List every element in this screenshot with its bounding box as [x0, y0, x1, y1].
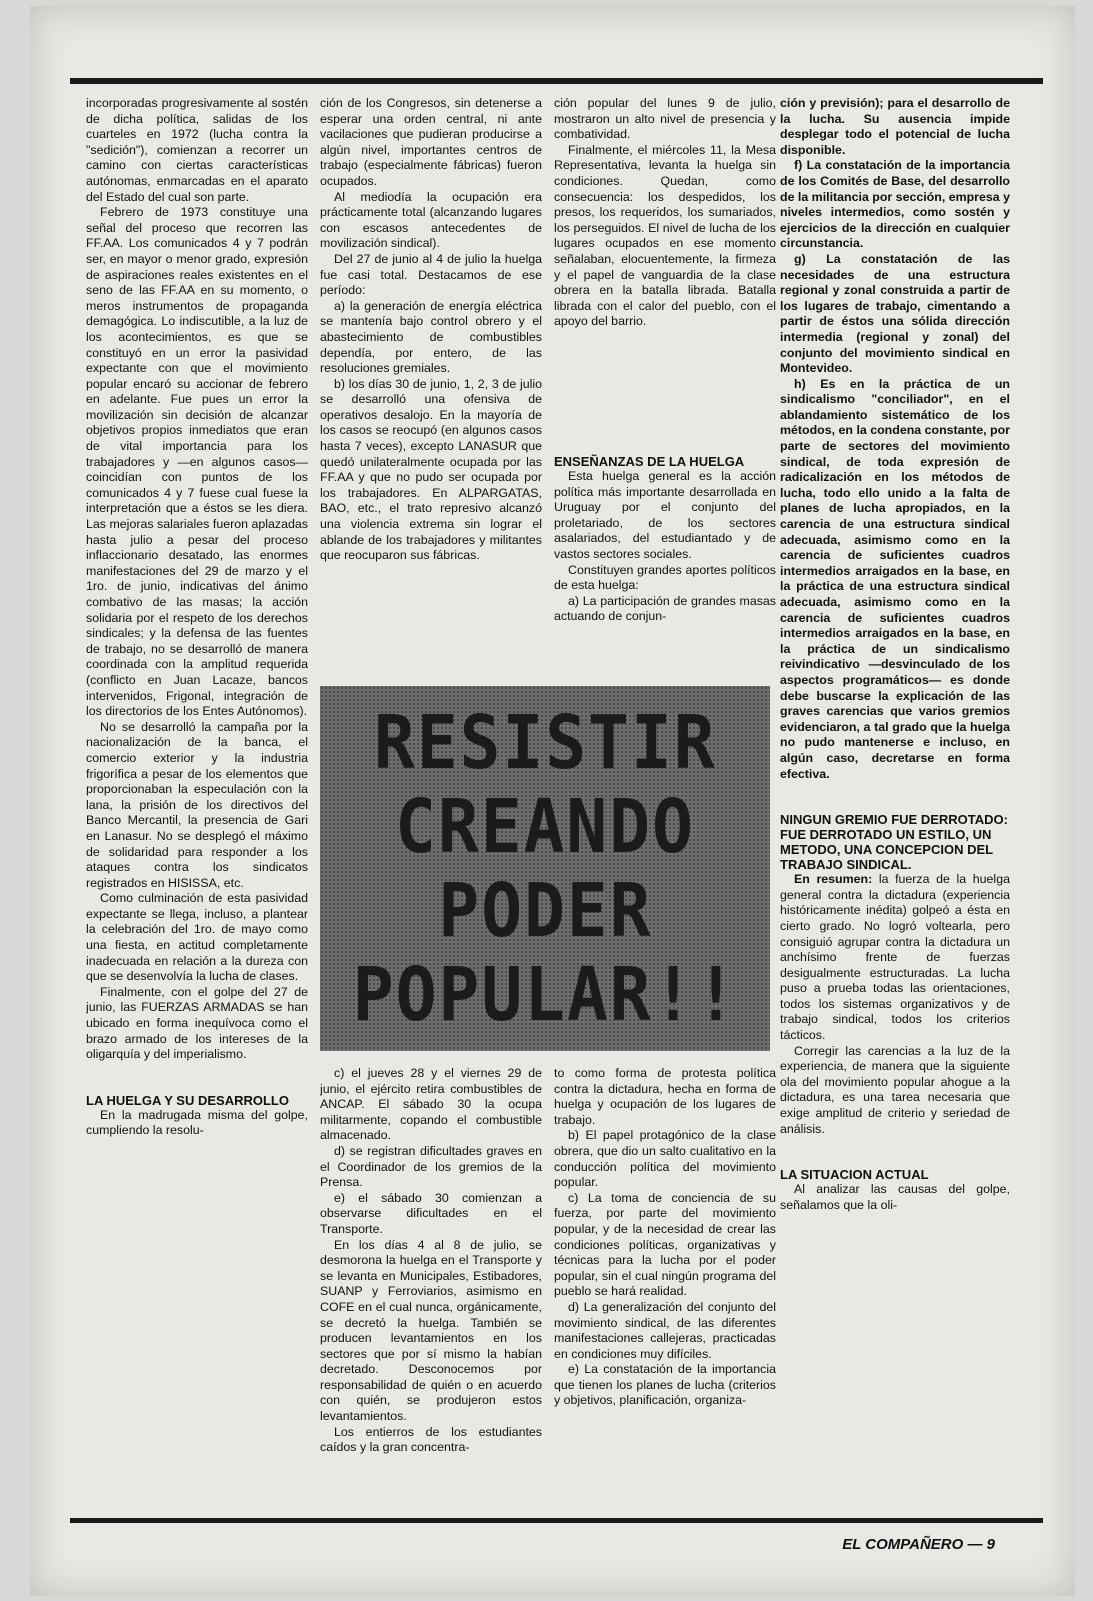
paragraph: incorporadas progresivamente al sostén de dicha política, salidas de los cuarteles en 1972 (lucha contra la "sedición"), comienzan a recorrer un camino con ciertas características autónomas, enmarcadas en el aparato del Estado del cual son parte. [86, 96, 308, 204]
section-heading: NINGUN GREMIO FUE DERROTADO: FUE DERROTADO UN ESTILO, UN METODO, UNA CONCEPCION DEL TRABAJO SINDICAL. [780, 812, 1008, 873]
column-3-section [554, 454, 776, 684]
paragraph: Al mediodía la ocupación era prácticamente total (alcanzando lugares con escasos antecedentes de movilización sindical). [320, 189, 542, 251]
section-heading: LA HUELGA Y SU DESARROLLO [86, 1092, 289, 1108]
page-footer: EL COMPAÑERO — 9 [842, 1536, 995, 1553]
paragraph: h) Es en la práctica de un sindicalismo "conciliador", en el ablandamiento sistemático de los métodos, en la condena constante, por parte de sectores del movimiento sindical, de toda expresión de radicalización en los métodos de lucha, todo ello unido a la falta de planes de lucha apropiados, en la carencia de una estructura sindical adecuada, asimismo como en la carencia de suficientes cuadros intermedios arraigados en la base, en la práctica de una estructura sindical adecuada, asimismo como en la carencia de suficientes cuadros intermedios arraigados en la base, en la práctica de un sindicalismo reivindicativo —desvinculado de los aspectos programáticos— es donde debe buscarse la explicación de las graves carencias que varios gremios evidenciaron, a tal grado que la huelga no pudo mantenerse e incluso, en algún caso, decretarse en forma efectiva. [780, 376, 1010, 781]
paragraph: a) la generación de energía eléctrica se mantenía bajo control obrero y el abastecimiento de combustibles dependía, por entero, de las resoluciones gremiales. [320, 298, 542, 376]
poster-line: RESISTIR [373, 699, 717, 786]
poster-line: PODER [437, 867, 653, 954]
paragraph: f) La constatación de la importancia de los Comités de Base, del desarrollo de la militancia por sección, empresa y niveles intermedios, como sostén y ejercicios de la dirección en cualquier circunstancia. [780, 158, 1010, 251]
paragraph: Del 27 de junio al 4 de julio la huelga fue casi total. Destacamos de ese período: [320, 251, 542, 298]
paragraph: d) se registran dificultades graves en el Coordinador de los gremios de la Prensa. [320, 1143, 542, 1190]
bottom-rule [70, 1518, 1043, 1523]
paragraph: No se desarrolló la campaña por la nacionalización de la banca, el comercio exterior y la industria frigorífica a pesar de los elementos que proporcionaban la especulación con la lana, la prisión de los directivos del Banco Mercantil, la presencia de Gari en Lanasur. No se desplegó el máximo de solidaridad para responder a los ataques contra los sindicatos registrados en HISISSA, etc. [86, 719, 308, 890]
paragraph: Esta huelga general es la acción política más importante desarrollada en Uruguay por el conjunto del proletariado, de los sectores asalariados, del estudiantado y de vastos sectores sociales. [554, 469, 776, 561]
poster-line: CREANDO [395, 783, 695, 870]
paragraph: Finalmente, el miércoles 11, la Mesa Representativa, levanta la huelga sin condiciones. Quedan, como consecuencia: los despedidos, los presos, los requeridos, los sumariados, los perseguidos. El nivel de lucha de los lugares ocupados en ese momento señalaban, elocuentemente, la firmeza y el papel de vanguardia de la clase obrera en la batalla librada. Batalla librada con el calor del pueblo, con el apoyo del barrio. [554, 142, 776, 329]
column-3-bottom [554, 1066, 776, 1506]
paragraph: e) el sábado 30 comienzan a observarse dificultades en el Transporte. [320, 1190, 542, 1236]
column-2-bottom [320, 1066, 542, 1506]
paragraph: En los días 4 al 8 de julio, se desmorona la huelga en el Transporte y se levanta en Municipales, Estibadores, SUANP y Ferroviarios, asimismo en COFE en el cual nunca, orgánicamente, se decretó la huelga. También se producen levantamientos en los sectores que por sí mismo la habían decretado. Desconocemos por responsabilidad de quién o en acuerdo con quién, se produjeron estos levantamientos. [320, 1237, 542, 1424]
paragraph: a) La participación de grandes masas actuando de conjun- [554, 593, 776, 624]
paragraph: to como forma de protesta política contra la dictadura, hecha en forma de huelga y ocupación de los lugares de trabajo. [554, 1066, 776, 1127]
paragraph: b) los días 30 de junio, 1, 2, 3 de julio se desarrolló una ofensiva de operativos desalojo. En la mayoría de los casos se reocupó (en algunos casos hasta 7 veces), excepto LANASUR que quedó unilateralmente ocupada por las FF.AA y que no pudo ser ocupada por los trabajadores. En ALPARGATAS, BAO, etc., el trato represivo alcanzó una violencia extrema sin lograr el ablande de los trabajadores y militantes que reocuparon sus fábricas. [320, 376, 542, 563]
paragraph: Al analizar las causas del golpe, señalamos que la oli- [780, 1182, 1010, 1212]
paragraph: c) La toma de conciencia de su fuerza, por parte del movimiento popular, y de la necesidad de crear las condiciones políticas, organizativas y técnicas para la lucha por el poder popular, sin el cual ningún programa del pueblo se hará realidad. [554, 1190, 776, 1299]
paragraph: Como culminación de esta pasividad expectante se llega, incluso, a plantear la celebración del 1ro. de mayo como una fiesta, en actitud completamente inadecuada en relación a la dureza con que se desenvolvía la lucha de clases. [86, 891, 308, 984]
resist-poster [320, 686, 770, 1051]
paragraph: d) La generalización del conjunto del movimiento sindical, de las diferentes manifestaciones callejeras, practicadas en condiciones muy difíciles. [554, 1299, 776, 1361]
paragraph-text: la fuerza de la huelga general contra la dictadura (experiencia históricamente inédita) golpeó a ésta en cierto grado. No logró voltearla, pero consiguió agrupar contra la dictadura un anchísimo frente de fuerzas desigualmente estructuradas. La lucha puso a prueba todas las orientaciones, todos los sistemas organizativos y de trabajo sindical, todos los criterios tácticos. [780, 872, 1010, 1043]
paragraph: b) El papel protagónico de la clase obrera, que dio un salto cualitativo en la conducción política del movimiento popular. [554, 1128, 776, 1190]
poster-line: POPULAR!! [352, 951, 738, 1038]
column-2-top [320, 96, 542, 681]
paragraph: En la madrugada misma del golpe, cumpliendo la resolu- [86, 1107, 308, 1138]
paragraph [780, 872, 1010, 1044]
paragraph: Febrero de 1973 constituye una señal del proceso que recorren las FF.AA. Los comunicados 4 y 7 podrán ser, en mayor o menor grado, expresión de aspiraciones reales existentes en el seno de las FF.AA en su momento, o meros instrumentos de propaganda demagógica. Lo indiscutible, a la luz de los acontecimientos, es que se constituyó en un error la pasividad expectante con que el movimiento popular encaró su accionar de febrero en adelante. Fue pues un error la movilización sin decisión de alcanzar objetivos propios inmediatos que eran de vital importancia para los trabajadores y —en algunos casos— coincidían con puntos de los comunicados 4 y 7 fuese cual fuese la interpretación que a éstos se les diera. Las mejoras salariales fueron aplazadas hasta julio a pesar del proceso inflaccionario desatado, las enormes manifestaciones del 29 de marzo y el 1ro. de junio, indicativas del ánimo combativo de las masas; la acción solidaria por el respeto de los derechos sindicales; y la defensa de las fuentes de trabajo, no se desarrolló de manera coordinada con la amplitud requerida (conflicto en Juan Lacaze, bancos intervenidos, Frigonal, integración de los directorios de los Entes Autónomos). [86, 205, 308, 719]
paragraph: ción y previsión); para el desarrollo de la lucha. Su ausencia impide desplegar todo el potencial de lucha disponible. [780, 96, 1010, 157]
paragraph: c) el jueves 28 y el viernes 29 de junio, el ejército retira combustibles de ANCAP. El sábado 30 la ocupa militarmente, copando el combustible almacenado. [320, 1066, 542, 1143]
section-heading: LA SITUACION ACTUAL [780, 1167, 929, 1183]
paragraph: Constituyen grandes aportes políticos de esta huelga: [554, 562, 776, 593]
paragraph: Corregir las carencias a la luz de la experiencia, de manera que la siguiente ola del movimiento popular ahogue a la dictadura, es una tarea necesaria que exige amplitud de criterio y seriedad de análisis. [780, 1043, 1010, 1136]
lead-in: En resumen: [794, 872, 873, 887]
column-3-top [554, 96, 776, 426]
paragraph: e) La constatación de la importancia que tienen los planes de lucha (criterios y objetivos, planificación, organiza- [554, 1362, 776, 1408]
paragraph: ción de los Congresos, sin detenerse a esperar una orden central, ni ante vacilaciones que pudieran producirse a algún nivel, importantes centros de trabajo (especialmente fábricas) fueron ocupados. [320, 96, 542, 188]
paragraph: Finalmente, con el golpe del 27 de junio, las FUERZAS ARMADAS se han ubicado en forma inequívoca como el brazo armado de los intereses de la oligarquía y del imperialismo. [86, 984, 308, 1062]
newspaper-page [30, 6, 1075, 1596]
section-heading: ENSEÑANZAS DE LA HUELGA [554, 454, 745, 469]
paragraph: ción popular del lunes 9 de julio, mostraron un alto nivel de presencia y combatividad. [554, 96, 776, 142]
top-rule [70, 78, 1043, 84]
paragraph: g) La constatación de las necesidades de una estructura regional y zonal construida a partir de los lugares de trabajo, cimentando a partir de éstos una sólida dirección intermedia (regional y zonal) del conjunto del movimiento sindical en Montevideo. [780, 251, 1010, 376]
paragraph: Los entierros de los estudiantes caídos y la gran concentra- [320, 1424, 542, 1455]
column-1 [86, 96, 308, 1516]
column-4 [780, 96, 1010, 1516]
